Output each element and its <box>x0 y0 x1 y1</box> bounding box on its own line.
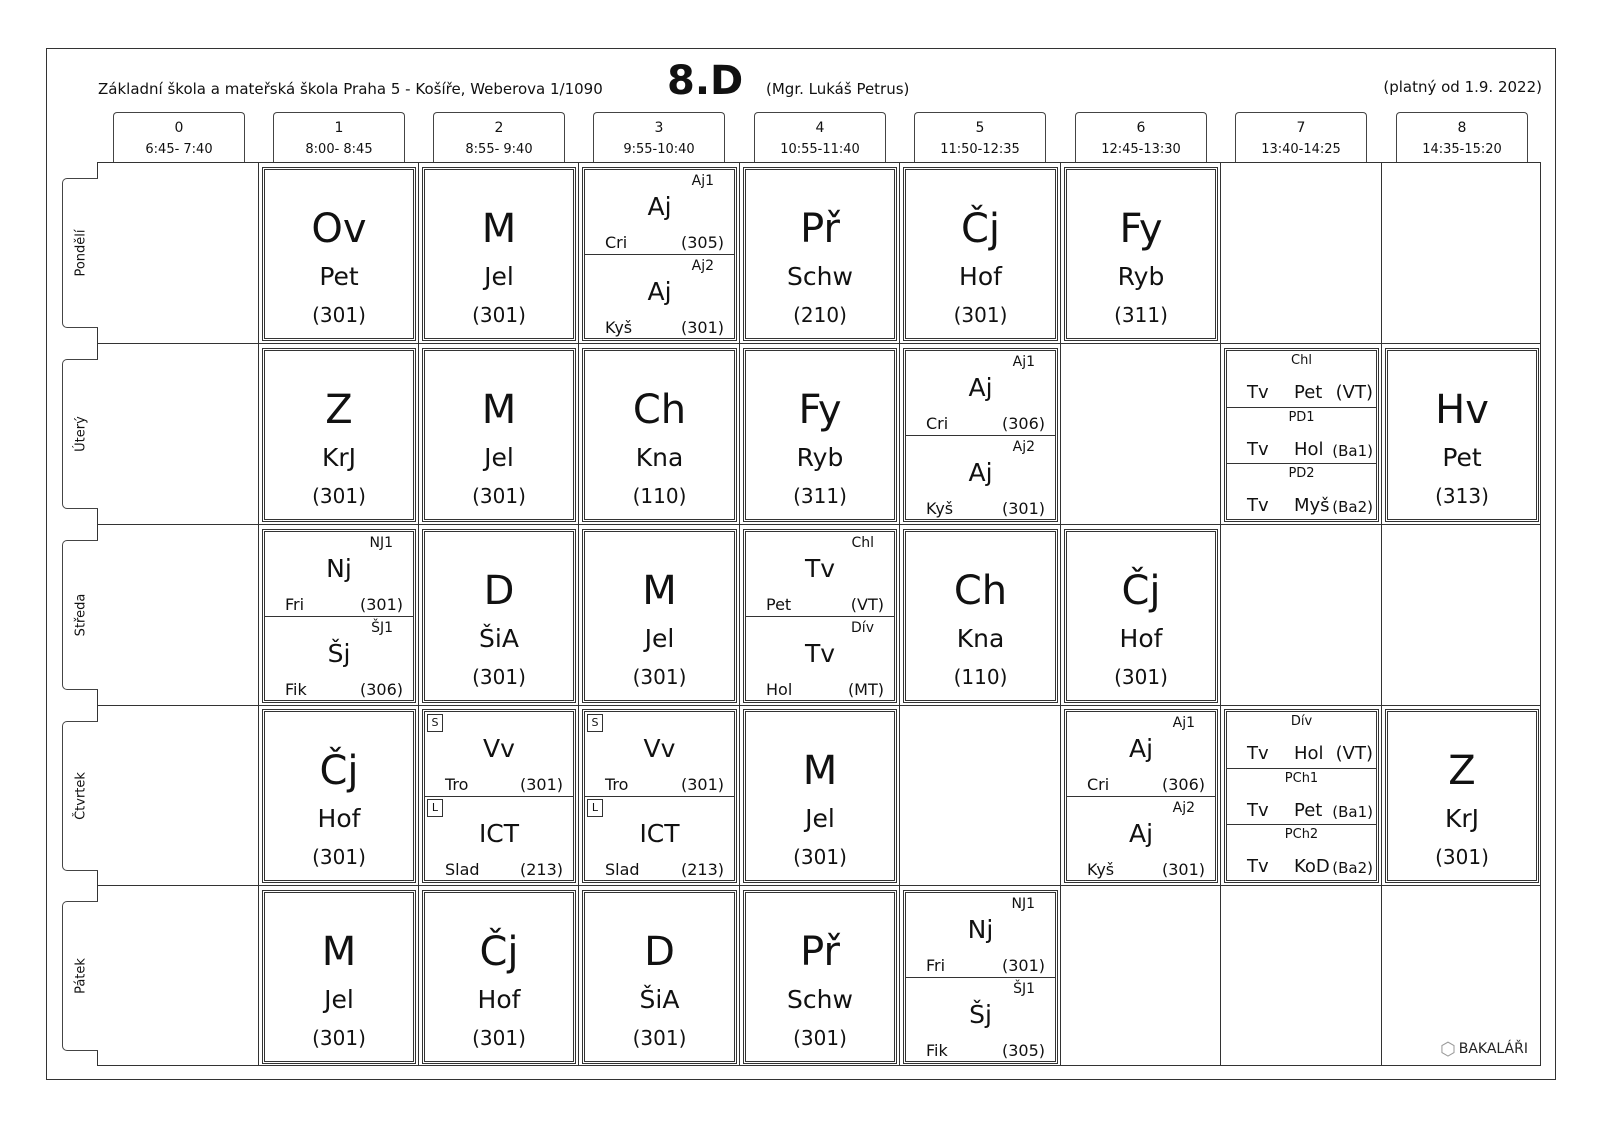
subject: Nj <box>326 554 352 583</box>
split-lesson-cell[interactable] <box>1224 709 1379 883</box>
group-name: NJ1 <box>1011 896 1035 912</box>
subject: M <box>802 748 838 794</box>
column-divider <box>578 162 579 1066</box>
lesson-cell[interactable] <box>1385 709 1539 883</box>
subject: Ch <box>953 568 1008 614</box>
period-time: 14:35-15:20 <box>1422 142 1502 157</box>
group-name: Aj1 <box>691 173 714 189</box>
lesson-cell[interactable] <box>262 890 416 1064</box>
teacher: KrJ <box>321 443 357 472</box>
teacher: Pet <box>1294 382 1323 403</box>
split-lesson-cell[interactable] <box>1064 709 1218 883</box>
row-divider <box>97 524 1541 525</box>
subject: ICT <box>478 819 520 848</box>
teacher: Pet <box>1442 443 1482 472</box>
split-lesson-cell[interactable] <box>903 890 1058 1064</box>
subject: Vv <box>483 734 515 763</box>
week-marker: L <box>587 799 603 817</box>
teacher: Jel <box>644 624 675 653</box>
teacher: KrJ <box>1444 804 1480 833</box>
period-time: 12:45-13:30 <box>1101 142 1181 157</box>
subject: Z <box>325 387 353 433</box>
period-number: 5 <box>975 120 985 136</box>
period-header <box>113 112 245 162</box>
subject: Fy <box>798 387 842 433</box>
day-tab-tuesday <box>62 359 98 509</box>
period-time: 11:50-12:35 <box>940 142 1020 157</box>
subject: Nj <box>967 915 994 944</box>
period-header <box>754 112 886 162</box>
room: (VT) <box>850 595 884 614</box>
teacher: Jel <box>484 262 514 291</box>
period-time: 10:55-11:40 <box>780 142 860 157</box>
column-divider <box>418 162 419 1066</box>
day-tab-friday <box>62 901 98 1051</box>
bakalari-logo <box>1440 1039 1528 1060</box>
room: (305) <box>1001 1041 1045 1060</box>
subject: Vv <box>643 734 676 763</box>
room: (301) <box>1114 665 1168 689</box>
lesson-cell[interactable] <box>422 890 576 1064</box>
teacher: Kna <box>635 443 684 472</box>
subject: Fy <box>1119 206 1163 252</box>
period-number: 1 <box>334 120 344 136</box>
room: (301) <box>312 845 366 869</box>
room: (213) <box>680 860 724 879</box>
teacher: ŠiA <box>479 624 519 653</box>
period-number: 7 <box>1296 120 1306 136</box>
teacher: Myš <box>1294 494 1330 516</box>
teacher: Kyš <box>926 499 954 518</box>
subject: Čj <box>1121 568 1161 614</box>
subject: D <box>483 568 515 614</box>
split-lesson-cell[interactable] <box>1224 348 1379 522</box>
room: (MT) <box>847 680 884 699</box>
split-lesson-cell[interactable] <box>582 167 737 341</box>
group-lesson <box>746 616 894 701</box>
room: (301) <box>1001 499 1045 518</box>
subject: Aj <box>647 277 672 306</box>
group-name: PD1 <box>1288 409 1315 425</box>
teacher: Jel <box>324 985 354 1014</box>
week-marker: L <box>427 799 443 817</box>
teacher: Hol <box>766 680 793 699</box>
subject: Čj <box>319 748 359 794</box>
subject: Čj <box>479 929 519 975</box>
lesson-cell[interactable] <box>582 529 737 703</box>
room: (301) <box>680 318 724 337</box>
lesson-cell[interactable] <box>582 890 737 1064</box>
subject: Tv <box>1247 855 1269 877</box>
column-divider <box>1060 162 1061 1066</box>
group-lesson <box>1227 407 1376 464</box>
period-header <box>1396 112 1528 162</box>
room: (306) <box>1161 775 1205 794</box>
group-lesson <box>1227 463 1376 520</box>
subject: Aj <box>1128 819 1154 848</box>
teacher: Hol <box>1294 743 1324 764</box>
room: (213) <box>519 860 563 879</box>
class-name: 8.D <box>667 58 744 104</box>
group-lesson <box>585 254 734 339</box>
teacher: Pet <box>766 595 792 614</box>
split-lesson-cell[interactable] <box>262 529 416 703</box>
row-divider <box>97 705 1541 706</box>
subject: Př <box>800 929 840 975</box>
lesson-cell[interactable] <box>422 529 576 703</box>
lesson-cell[interactable] <box>1064 529 1218 703</box>
week-marker: S <box>427 714 443 732</box>
group-name: Aj1 <box>1172 715 1195 731</box>
period-time: 9:55-10:40 <box>623 142 695 157</box>
room: (305) <box>680 233 724 252</box>
group-name: Chl <box>1291 353 1312 368</box>
group-lesson <box>265 532 413 616</box>
week-marker: S <box>587 714 603 732</box>
group-lesson <box>265 616 413 701</box>
period-time: 13:40-14:25 <box>1261 142 1341 157</box>
day-label: Středa <box>73 593 88 637</box>
week-lesson <box>585 712 734 796</box>
room: (301) <box>793 845 847 869</box>
lesson-cell[interactable] <box>903 167 1058 341</box>
column-divider <box>899 162 900 1066</box>
subject: Čj <box>960 206 1001 252</box>
subject: Aj <box>647 192 672 221</box>
room: (301) <box>312 1026 366 1050</box>
teacher: Hof <box>477 985 521 1014</box>
column-divider <box>258 162 259 1066</box>
period-number: 8 <box>1457 120 1467 136</box>
hexagon-icon: ⬡ <box>1440 1039 1456 1060</box>
subject: Ch <box>632 387 687 433</box>
teacher: Slad <box>605 860 640 879</box>
period-number: 6 <box>1136 120 1146 136</box>
school-name: Základní škola a mateřská škola Praha 5 - Košíře, Weberova 1/1090 <box>98 80 603 98</box>
teacher: Cri <box>1087 775 1110 794</box>
room: (110) <box>953 665 1008 689</box>
group-name: Aj1 <box>1012 354 1035 370</box>
subject: Aj <box>968 373 993 402</box>
teacher: Fri <box>926 956 946 975</box>
class-teacher: (Mgr. Lukáš Petrus) <box>766 80 910 98</box>
day-tab-thursday <box>62 721 98 871</box>
room: (Ba1) <box>1332 441 1373 460</box>
column-divider <box>739 162 740 1066</box>
lesson-cell[interactable] <box>1385 348 1539 522</box>
teacher: Pet <box>319 262 359 291</box>
teacher: Ryb <box>1117 262 1165 291</box>
teacher: Tro <box>605 775 629 794</box>
teacher: Hol <box>1294 438 1324 460</box>
subject: Hv <box>1435 387 1489 433</box>
subject: Šj <box>327 639 351 668</box>
group-lesson <box>906 351 1055 435</box>
room: (301) <box>632 665 687 689</box>
room: (VT) <box>1335 743 1373 764</box>
subject: Tv <box>1247 382 1269 403</box>
period-time: 6:45- 7:40 <box>145 142 213 157</box>
group-name: ŠJ1 <box>371 620 393 636</box>
day-label: Úterý <box>73 416 88 452</box>
column-divider <box>1220 162 1221 1066</box>
group-lesson <box>906 977 1055 1062</box>
room: (301) <box>472 1026 526 1050</box>
room: (210) <box>793 303 847 327</box>
teacher: Cri <box>926 414 949 433</box>
group-name: PCh2 <box>1284 826 1319 842</box>
group-lesson <box>1227 351 1376 407</box>
room: (VT) <box>1335 382 1373 403</box>
day-tab-wednesday <box>62 540 98 690</box>
week-lesson <box>425 796 573 881</box>
period-number: 2 <box>494 120 504 136</box>
subject: M <box>321 929 357 975</box>
group-lesson <box>906 893 1055 977</box>
subject: ICT <box>639 819 680 848</box>
period-number: 0 <box>174 120 184 136</box>
group-name: PD2 <box>1288 465 1315 481</box>
lesson-cell[interactable] <box>743 890 897 1064</box>
row-divider <box>97 885 1541 886</box>
room: (306) <box>1001 414 1045 433</box>
lesson-cell[interactable] <box>262 709 416 883</box>
room: (306) <box>359 680 403 699</box>
split-lesson-cell[interactable] <box>743 529 897 703</box>
teacher: Schw <box>787 262 853 291</box>
room: (301) <box>680 775 724 794</box>
day-label: Čtvrtek <box>73 772 88 820</box>
period-header <box>1235 112 1367 162</box>
group-name: NJ1 <box>369 535 393 551</box>
period-header <box>914 112 1046 162</box>
group-name: Chl <box>851 535 874 551</box>
room: (301) <box>1435 845 1489 869</box>
teacher: Tro <box>445 775 469 794</box>
room: (301) <box>359 595 403 614</box>
logo-text: BAKALÁŘI <box>1458 1041 1528 1057</box>
teacher: Schw <box>787 985 853 1014</box>
subject: Tv <box>1247 494 1269 516</box>
teacher: Pet <box>1294 799 1323 821</box>
period-header <box>593 112 725 162</box>
column-divider <box>1381 162 1382 1066</box>
room: (301) <box>472 665 526 689</box>
teacher: Hof <box>317 804 361 833</box>
room: (301) <box>1161 860 1205 879</box>
group-lesson <box>585 170 734 254</box>
split-lesson-cell[interactable] <box>422 709 576 883</box>
split-lesson-cell[interactable] <box>903 348 1058 522</box>
day-tab-monday <box>62 178 98 328</box>
group-name: PCh1 <box>1284 770 1319 786</box>
room: (301) <box>793 1026 847 1050</box>
subject: M <box>481 206 517 252</box>
room: (301) <box>632 1026 687 1050</box>
room: (301) <box>312 484 366 508</box>
period-number: 4 <box>815 120 825 136</box>
teacher: Kyš <box>605 318 633 337</box>
period-time: 8:00- 8:45 <box>305 142 373 157</box>
group-lesson <box>1227 824 1376 881</box>
teacher: Slad <box>445 860 480 879</box>
teacher: KoD <box>1294 855 1330 877</box>
valid-from: (platný od 1.9. 2022) <box>1383 78 1542 96</box>
subject: Aj <box>1128 734 1154 763</box>
teacher: Hof <box>1119 624 1163 653</box>
room: (301) <box>312 303 366 327</box>
subject: Z <box>1448 748 1476 794</box>
room: (311) <box>793 484 847 508</box>
group-name: Aj2 <box>691 258 714 274</box>
subject: Př <box>800 206 840 252</box>
lesson-cell[interactable] <box>903 529 1058 703</box>
group-name: Aj2 <box>1012 439 1035 455</box>
room: (301) <box>953 303 1008 327</box>
room: (301) <box>472 484 526 508</box>
week-lesson <box>585 796 734 881</box>
group-name: Aj2 <box>1172 800 1195 816</box>
teacher: Fik <box>926 1041 948 1060</box>
room: (110) <box>632 484 687 508</box>
week-lesson <box>425 712 573 796</box>
lesson-cell[interactable] <box>743 348 897 522</box>
subject: Šj <box>969 1000 992 1029</box>
room: (301) <box>1001 956 1045 975</box>
teacher: Kna <box>956 624 1005 653</box>
teacher: Kyš <box>1087 860 1115 879</box>
room: (301) <box>519 775 563 794</box>
teacher: Jel <box>484 443 514 472</box>
period-number: 3 <box>654 120 664 136</box>
subject: Aj <box>968 458 993 487</box>
group-name: Dív <box>1290 714 1313 729</box>
room: (311) <box>1114 303 1168 327</box>
lesson-cell[interactable] <box>743 167 897 341</box>
lesson-cell[interactable] <box>262 348 416 522</box>
group-lesson <box>906 435 1055 520</box>
lesson-cell[interactable] <box>743 709 897 883</box>
group-name: Dív <box>851 620 874 636</box>
teacher: Fik <box>285 680 307 699</box>
group-name: ŠJ1 <box>1013 981 1035 997</box>
lesson-cell[interactable] <box>422 348 576 522</box>
teacher: Cri <box>605 233 628 252</box>
teacher: Hof <box>959 262 1002 291</box>
teacher: ŠiA <box>639 985 680 1014</box>
subject: Tv <box>1247 743 1269 764</box>
day-label: Pondělí <box>73 229 88 277</box>
lesson-cell[interactable] <box>1064 167 1218 341</box>
split-lesson-cell[interactable] <box>582 709 737 883</box>
period-time: 8:55- 9:40 <box>465 142 533 157</box>
group-lesson <box>746 532 894 616</box>
lesson-cell[interactable] <box>262 167 416 341</box>
teacher: Jel <box>805 804 835 833</box>
subject: Tv <box>804 639 836 668</box>
lesson-cell[interactable] <box>582 348 737 522</box>
day-label: Pátek <box>73 958 88 994</box>
subject: M <box>481 387 517 433</box>
group-lesson <box>1067 796 1215 881</box>
group-lesson <box>1227 768 1376 825</box>
teacher: Fri <box>285 595 305 614</box>
room: (313) <box>1435 484 1489 508</box>
period-header <box>1075 112 1207 162</box>
group-lesson <box>1227 712 1376 768</box>
lesson-cell[interactable] <box>422 167 576 341</box>
room: (Ba2) <box>1332 858 1373 877</box>
subject: Ov <box>311 206 367 252</box>
subject: Tv <box>1247 799 1269 821</box>
room: (Ba1) <box>1332 802 1373 821</box>
subject: Tv <box>804 554 836 583</box>
teacher: Ryb <box>796 443 844 472</box>
subject: Tv <box>1247 438 1269 460</box>
room: (301) <box>472 303 526 327</box>
subject: M <box>642 568 677 614</box>
period-header <box>433 112 565 162</box>
group-lesson <box>1067 712 1215 796</box>
room: (Ba2) <box>1332 497 1373 516</box>
subject: D <box>644 929 675 975</box>
period-header <box>273 112 405 162</box>
row-divider <box>97 343 1541 344</box>
